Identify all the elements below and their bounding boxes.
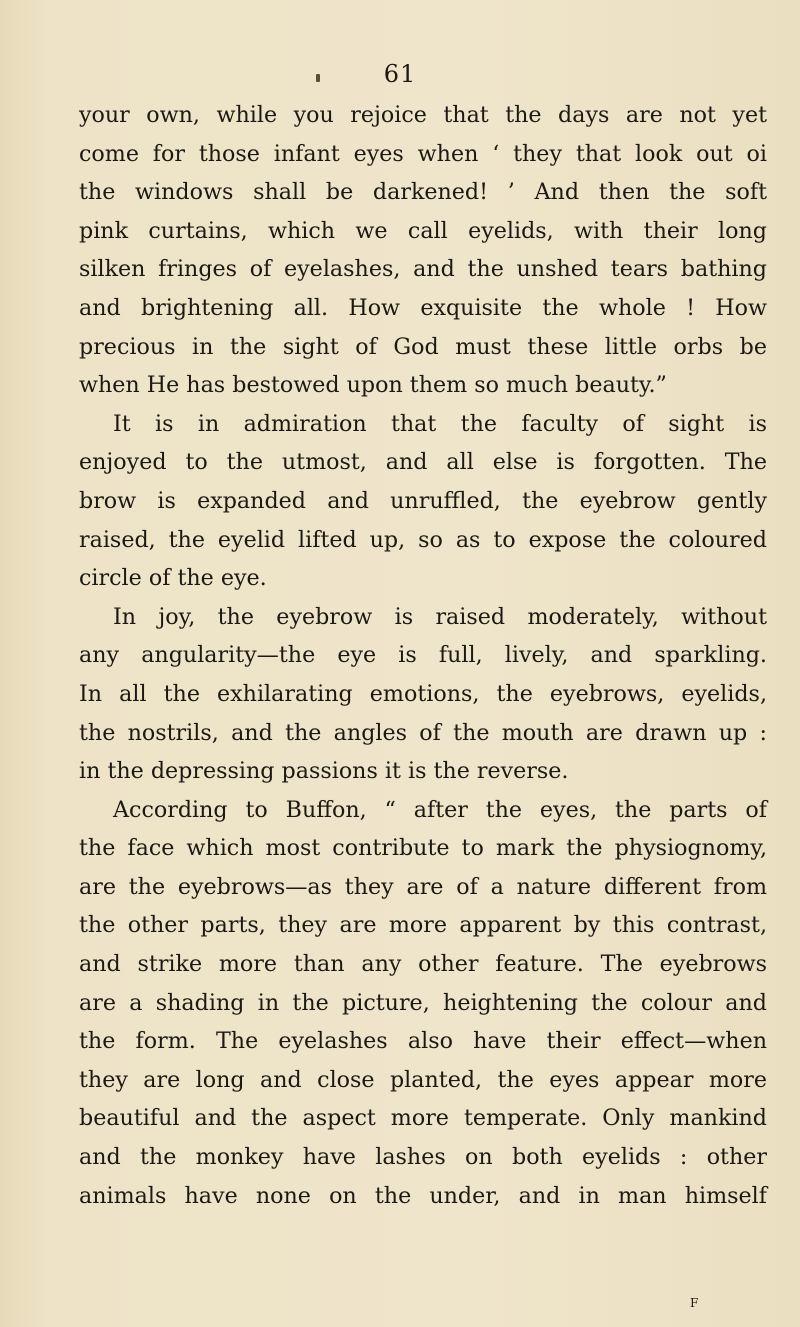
text-line: In all the exhilarating emotions, the eyebrows, eyelids, <box>79 680 767 707</box>
signature-mark: F <box>690 1296 699 1310</box>
text-line: brow is expanded and unruffled, the eyebrow gently <box>79 487 767 514</box>
text-line: silken fringes of eyelashes, and the unshed tears bathing <box>79 256 767 283</box>
text-line: in the depressing passions it is the reverse. <box>79 758 569 785</box>
text-line: your own, while you rejoice that the days are not yet <box>79 102 767 128</box>
text-line: they are long and close planted, the eyes appear more <box>79 1066 767 1093</box>
text-line: the windows shall be darkened! ’ And then the soft <box>79 179 767 206</box>
text-line: and the monkey have lashes on both eyelids : other <box>79 1144 767 1171</box>
text-line: the nostrils, and the angles of the mouth are drawn up : <box>79 719 767 746</box>
text-line: are the eyebrows—as they are of a nature different from <box>79 873 767 900</box>
text-line: According to Buffon, “ after the eyes, the parts of <box>113 796 767 823</box>
text-line: It is in admiration that the faculty of sight is <box>113 410 767 437</box>
text-line: any angularity—the eye is full, lively, and sparkling. <box>79 642 767 669</box>
text-line: when He has bestowed upon them so much beauty.” <box>79 372 667 399</box>
text-line: raised, the eyelid lifted up, so as to expose the coloured <box>79 526 767 553</box>
text-line: come for those infant eyes when ‘ they that look out oi <box>79 140 767 167</box>
text-line: and brightening all. How exquisite the whole ! How <box>79 294 767 321</box>
text-line: the other parts, they are more apparent by this contrast, <box>79 912 767 939</box>
text-line: precious in the sight of God must these little orbs be <box>79 333 767 360</box>
text-line: the form. The eyelashes also have their effect—when <box>79 1028 767 1055</box>
text-line: the face which most contribute to mark the physiognomy, <box>79 835 767 862</box>
page-number: 61 <box>383 60 417 88</box>
text-line: are a shading in the picture, heightening the colour and <box>79 989 767 1016</box>
text-line: circle of the eye. <box>79 565 267 592</box>
text-line: and strike more than any other feature. The eyebrows <box>79 951 767 978</box>
text-line: enjoyed to the utmost, and all else is forgotten. The <box>79 449 767 476</box>
text-line: beautiful and the aspect more temperate. Only mankind <box>79 1105 767 1132</box>
text-line: In joy, the eyebrow is raised moderately, without <box>113 603 767 630</box>
body-text <box>79 96 767 1215</box>
text-line: animals have none on the under, and in man himself <box>79 1182 767 1209</box>
text-line: pink curtains, which we call eyelids, with their long <box>79 217 767 244</box>
